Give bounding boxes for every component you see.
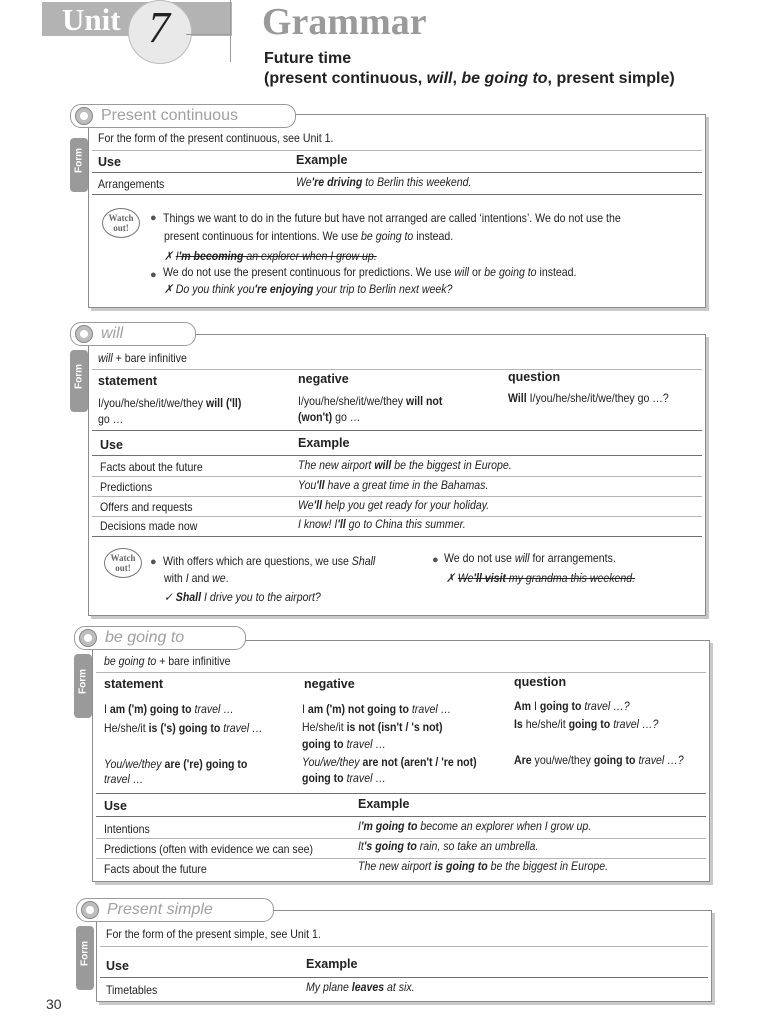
use-cell: Intentions [104, 822, 150, 836]
example-heading: Example [358, 797, 410, 811]
question-form: Are you/we/they going to travel …? [514, 753, 684, 767]
watch-out-text: with I and we. [164, 571, 229, 585]
negative-form: (won't) go … [298, 410, 361, 424]
tab-bullet-icon [81, 901, 99, 919]
form-tab: Form [70, 138, 88, 192]
unit-label: Unit [62, 2, 121, 37]
statement-heading: statement [98, 374, 158, 388]
form-tab: Form [74, 654, 92, 718]
divider [92, 496, 702, 497]
section-tab-be-going-to: be going to [74, 626, 246, 650]
watch-out-text: Things we want to do in the future but have not arranged are called ‘intentions’. We do not use the [163, 211, 621, 225]
negative-form: going to travel … [302, 771, 386, 785]
use-cell: Arrangements [98, 177, 165, 191]
form-note: will + bare infinitive [98, 351, 187, 365]
page-title: Grammar [262, 1, 427, 43]
tab-bullet-icon [79, 629, 97, 647]
right-example: ✓ Shall I drive you to the airport? [164, 590, 321, 604]
question-form: Will I/you/he/she/it/we/they go …? [508, 391, 669, 405]
example-heading: Example [306, 957, 358, 971]
divider [92, 536, 702, 537]
negative-form: going to travel … [302, 737, 386, 751]
divider [100, 977, 708, 978]
statement-heading: statement [104, 677, 164, 691]
form-note: For the form of the present continuous, see Unit 1. [98, 131, 334, 145]
question-form: Is he/she/it going to travel …? [514, 717, 659, 731]
use-cell: Facts about the future [100, 460, 203, 474]
bullet-icon: ● [150, 212, 157, 224]
negative-heading: negative [298, 372, 349, 386]
form-note: be going to + bare infinitive [104, 654, 231, 668]
page-number: 30 [46, 996, 62, 1012]
use-cell: Decisions made now [100, 519, 198, 533]
unit-number: 7 [148, 3, 170, 52]
divider [92, 430, 702, 431]
divider [92, 172, 702, 173]
bullet-icon: ● [432, 554, 439, 566]
divider [92, 476, 702, 477]
watch-out-text: We do not use will for arrangements. [444, 551, 616, 565]
page-subtitle-detail: (present continuous, will, be going to, present simple) [264, 70, 675, 87]
divider [100, 946, 708, 947]
negative-heading: negative [304, 677, 355, 691]
use-heading: Use [104, 799, 127, 813]
example-cell: The new airport is going to be the biggest in Europe. [358, 859, 609, 873]
example-cell: The new airport will be the biggest in Europe. [298, 458, 512, 472]
section-tab-will: will [70, 322, 196, 346]
use-cell: Offers and requests [100, 500, 193, 514]
statement-form: You/we/they are ('re) going to [104, 757, 248, 771]
example-cell: You'll have a great time in the Bahamas. [298, 478, 489, 492]
statement-form: He/she/it is ('s) going to travel … [104, 721, 263, 735]
negative-form: You/we/they are not (aren't / 're not) [302, 755, 477, 769]
question-form: Am I going to travel …? [514, 699, 630, 713]
example-cell: My plane leaves at six. [306, 980, 415, 994]
use-cell: Predictions (often with evidence we can see) [104, 842, 313, 856]
header-divider [230, 0, 231, 62]
negative-form: He/she/it is not (isn't / 's not) [302, 720, 443, 734]
use-cell: Predictions [100, 480, 153, 494]
statement-form: go … [98, 412, 124, 426]
example-cell: It's going to rain, so take an umbrella. [358, 839, 539, 853]
use-heading: Use [100, 438, 123, 452]
wrong-example: ✗ Do you think you're enjoying your trip to Berlin next week? [164, 282, 453, 296]
use-cell: Facts about the future [104, 862, 207, 876]
form-note: For the form of the present simple, see Unit 1. [106, 927, 321, 941]
example-cell: We're driving to Berlin this weekend. [296, 175, 472, 189]
page-subtitle: Future time [264, 50, 352, 67]
form-tab: Form [70, 350, 88, 412]
question-heading: question [514, 675, 567, 689]
bullet-icon: ● [150, 269, 157, 281]
watch-out-text: present continuous for intentions. We use be going to instead. [164, 229, 454, 243]
watch-out-icon: Watch out! [104, 548, 142, 578]
example-heading: Example [298, 436, 350, 450]
statement-form: I am ('m) going to travel … [104, 702, 234, 716]
tab-bullet-icon [75, 325, 93, 343]
example-cell: We'll help you get ready for your holiday. [298, 498, 490, 512]
header-divider-horizontal [186, 34, 230, 35]
bullet-icon: ● [150, 556, 157, 568]
watch-out-icon: Watch out! [102, 208, 140, 238]
divider [92, 369, 702, 370]
divider [92, 194, 702, 195]
use-heading: Use [98, 155, 121, 169]
divider [92, 455, 702, 456]
divider [96, 816, 706, 817]
negative-form: I am ('m) not going to travel … [302, 702, 452, 716]
example-heading: Example [296, 153, 348, 167]
negative-form: I/you/he/she/it/we/they will not [298, 394, 443, 408]
section-tab-present-continuous: Present continuous [70, 104, 296, 128]
example-cell: I'm going to become an explorer when I grow up. [358, 819, 592, 833]
wrong-example: ✗ I'm becoming an explorer when I grow up. [164, 249, 377, 263]
divider [92, 150, 702, 151]
divider [96, 793, 706, 794]
divider [96, 672, 706, 673]
form-tab: Form [76, 926, 94, 990]
watch-out-text: We do not use the present continuous for predictions. We use will or be going to instead. [163, 265, 577, 279]
example-cell: I know! I'll go to China this summer. [298, 517, 466, 531]
wrong-example: ✗ We'll visit my grandma this weekend. [446, 571, 636, 585]
use-cell: Timetables [106, 983, 158, 997]
question-heading: question [508, 370, 561, 384]
watch-out-text: With offers which are questions, we use Shall [163, 554, 376, 568]
tab-bullet-icon [75, 107, 93, 125]
use-heading: Use [106, 959, 129, 973]
section-tab-present-simple: Present simple [76, 898, 274, 922]
statement-form: travel … [104, 772, 144, 786]
statement-form: I/you/he/she/it/we/they will ('ll) [98, 396, 242, 410]
